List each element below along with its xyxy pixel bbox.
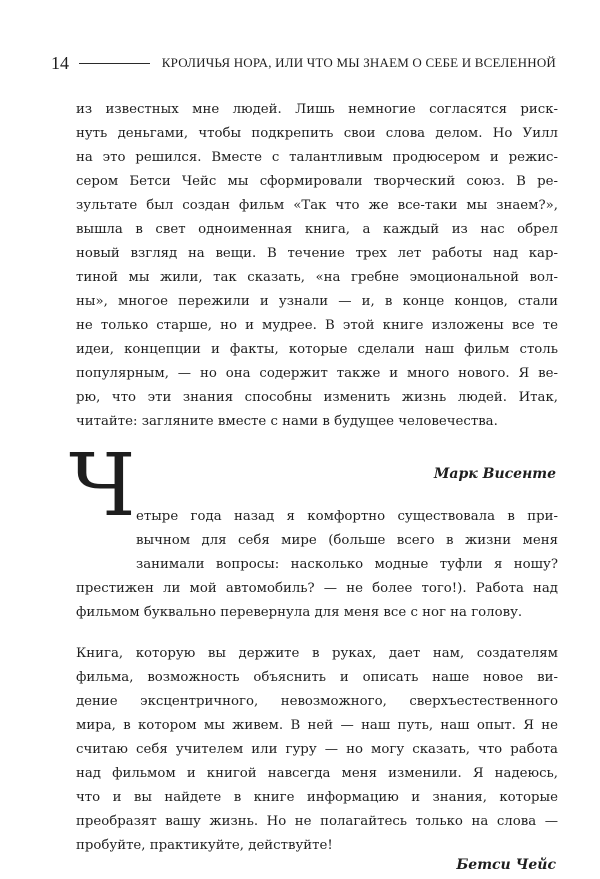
text-line: Книга, которую вы держите в руках, дает нам, создателям	[76, 646, 558, 661]
text-line: зультате был создан фильм «Так что же все-таки мы знаем?»,	[76, 198, 558, 213]
signature-mark-vicente: Марк Висенте	[433, 466, 556, 482]
text-line: новый взгляд на вещи. В течение трех лет работы над кар-	[76, 246, 558, 261]
text-line: читайте: загляните вместе с нами в будущее человечества.	[76, 414, 498, 429]
running-title: КРОЛИЧЬЯ НОРА, ИЛИ ЧТО МЫ ЗНАЕМ О СЕБЕ И ВСЕЛЕННОЙ	[161, 55, 556, 70]
text-line: рю, что эти знания способны изменить жизнь людей. Итак,	[76, 390, 558, 405]
header-rule	[79, 63, 150, 64]
text-line: на это решился. Вместе с талантливым продюсером и режис-	[76, 150, 558, 165]
drop-cap-letter: Ч	[69, 436, 136, 536]
text-line: над фильмом и книгой навсегда меня изменили. Я надеюсь,	[76, 766, 558, 781]
text-line: тиной мы жили, так сказать, «на гребне эмоциональной вол-	[76, 270, 558, 285]
text-line: вычном для себя мире (больше всего в жизни меня	[136, 533, 558, 548]
text-line: дение эксцентричного, невозможного, сверхъестественного	[76, 694, 558, 709]
text-line: пробуйте, практикуйте, действуйте!	[76, 838, 333, 853]
text-line: что и вы найдете в книге информацию и знания, которые	[76, 790, 558, 805]
text-line: престижен ли мой автомобиль? — не более того!). Работа над	[76, 581, 558, 596]
text-line: занимали вопросы: насколько модные туфли я ношу?	[136, 557, 558, 572]
text-line: ны», многое пережили и узнали — и, в конце концов, стали	[76, 294, 558, 309]
text-line: вышла в свет одноименная книга, а каждый из нас обрел	[76, 222, 558, 237]
text-line: фильма, возможность объяснить и описать наше новое ви-	[76, 670, 558, 685]
page-number: 14	[51, 52, 69, 73]
text-line: идеи, концепции и факты, которые сделали наш фильм столь	[76, 342, 558, 357]
text-line: сером Бетси Чейс мы сформировали творческий союз. В ре-	[76, 174, 558, 189]
text-line: мира, в котором мы живем. В ней — наш путь, наш опыт. Я не	[76, 718, 558, 733]
text-line: не только старше, но и мудрее. В этой книге изложены все те	[76, 318, 558, 333]
text-line: популярным, — но она содержит также и много нового. Я ве-	[76, 366, 558, 381]
text-line: фильмом буквально перевернула для меня все с ног на голову.	[76, 605, 523, 620]
text-line: нуть деньгами, чтобы подкрепить свои слова делом. Но Уилл	[76, 126, 558, 141]
text-line: преобразят вашу жизнь. Но не полагайтесь только на слова —	[76, 814, 558, 829]
text-line: считаю себя учителем или гуру — но могу сказать, что работа	[76, 742, 558, 757]
text-line: из известных мне людей. Лишь немногие согласятся риск-	[76, 102, 558, 117]
text-line: етыре года назад я комфортно существовала в при-	[136, 509, 558, 524]
running-header	[51, 51, 556, 75]
signature-betsy-chase: Бетси Чейс	[456, 857, 556, 873]
